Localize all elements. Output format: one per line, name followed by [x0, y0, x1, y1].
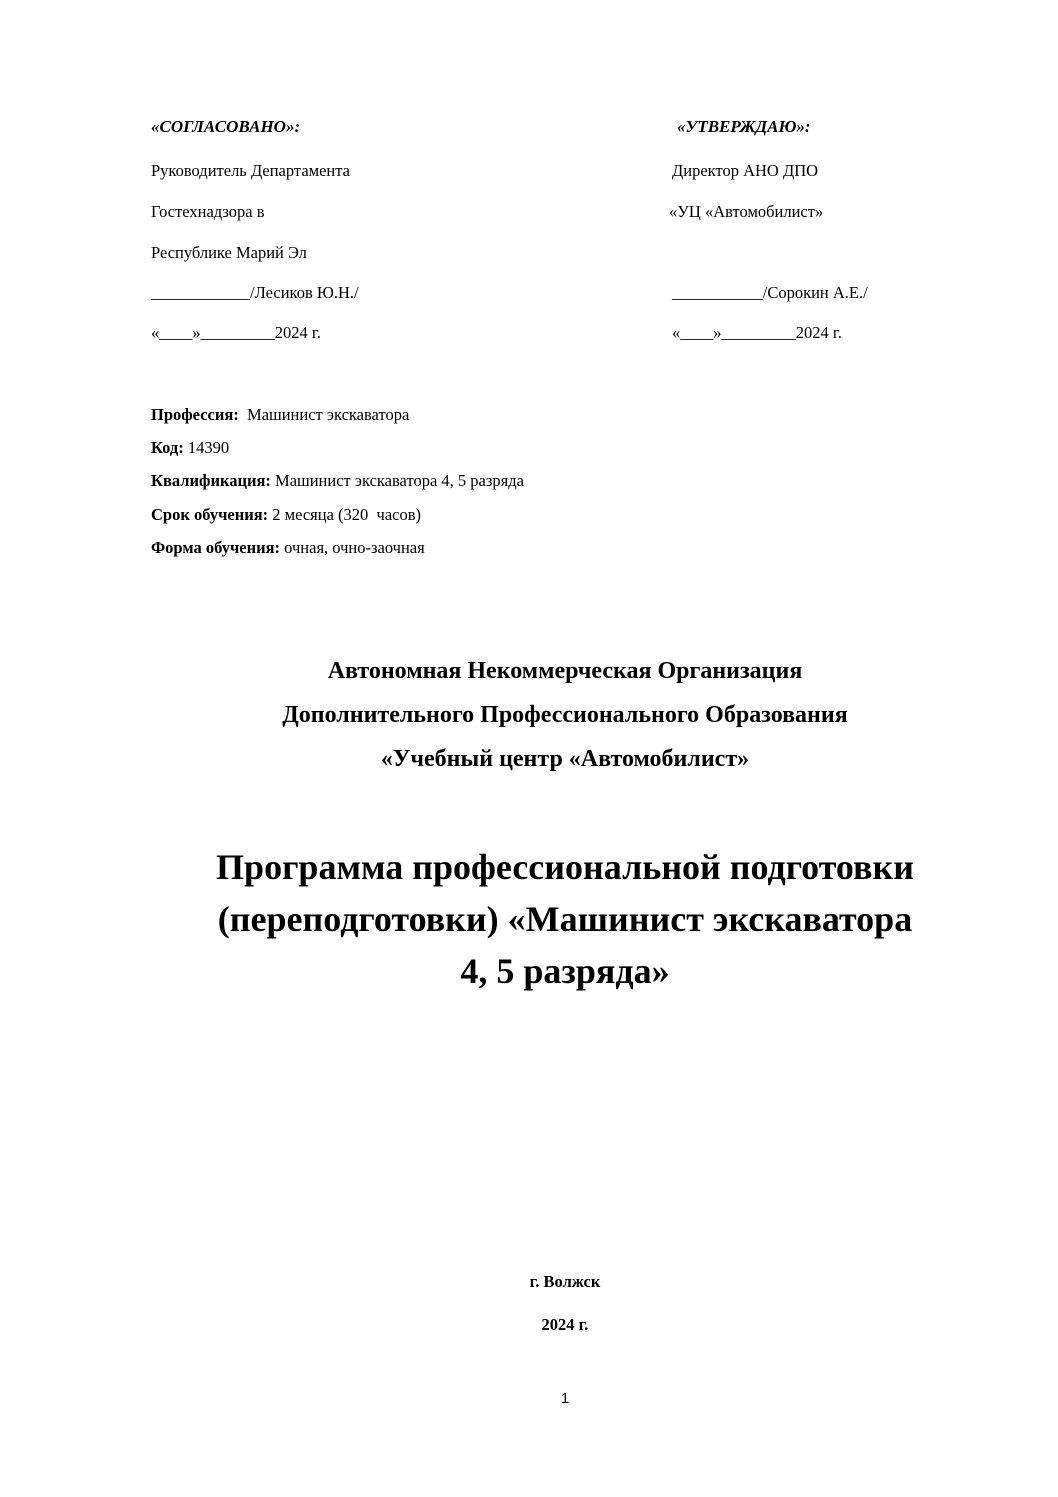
left-date-line: «____»_________2024 г. — [151, 323, 321, 342]
program-title-line: 4, 5 разряда» — [460, 951, 670, 991]
info-row-profession — [151, 405, 409, 425]
info-value: очная, очно-заочная — [280, 538, 425, 557]
info-label: Срок обучения: — [151, 505, 269, 524]
right-approval-line: Директор АНО ДПО — [672, 161, 819, 180]
organization-line: «Учебный центр «Автомобилист» — [380, 746, 750, 772]
organization-line: Дополнительного Профессионального Образования — [282, 702, 848, 728]
left-approval-heading: «СОГЛАСОВАНО»: — [151, 117, 301, 136]
page-number: 1 — [560, 1390, 570, 1407]
left-signature-line: ____________/Лесиков Ю.Н./ — [151, 283, 359, 302]
organization-line: Автономная Некоммерческая Организация — [327, 658, 803, 684]
info-row-code — [151, 438, 229, 458]
info-label: Код: — [151, 438, 184, 457]
info-row-duration — [151, 505, 421, 525]
info-row-qualification — [151, 471, 524, 491]
info-value: Машинист экскаватора — [238, 405, 410, 424]
info-row-study-form — [151, 538, 425, 558]
left-approval-line: Руководитель Департамента — [151, 161, 350, 180]
right-approval-heading: «УТВЕРЖДАЮ»: — [677, 117, 811, 136]
info-label: Форма обучения: — [151, 538, 281, 557]
info-value: 14390 — [183, 438, 230, 457]
info-value: Машинист экскаватора 4, 5 разряда — [270, 471, 524, 490]
info-label: Квалификация: — [151, 471, 271, 490]
left-approval-line: Гостехнадзора в — [151, 202, 265, 221]
footer-year: 2024 г. — [541, 1315, 589, 1334]
program-title-line: Программа профессиональной подготовки — [216, 847, 914, 887]
footer-city: г. Волжск — [529, 1272, 601, 1291]
program-title-line: (переподготовки) «Машинист экскаватора — [217, 899, 913, 939]
info-value: 2 месяца (320 часов) — [268, 505, 422, 524]
right-date-line: «____»_________2024 г. — [672, 323, 842, 342]
left-approval-line: Республике Марий Эл — [151, 243, 307, 262]
right-approval-line: «УЦ «Автомобилист» — [669, 202, 824, 221]
right-signature-line: ___________/Сорокин А.Е./ — [672, 283, 868, 302]
info-label: Профессия: — [151, 405, 239, 424]
